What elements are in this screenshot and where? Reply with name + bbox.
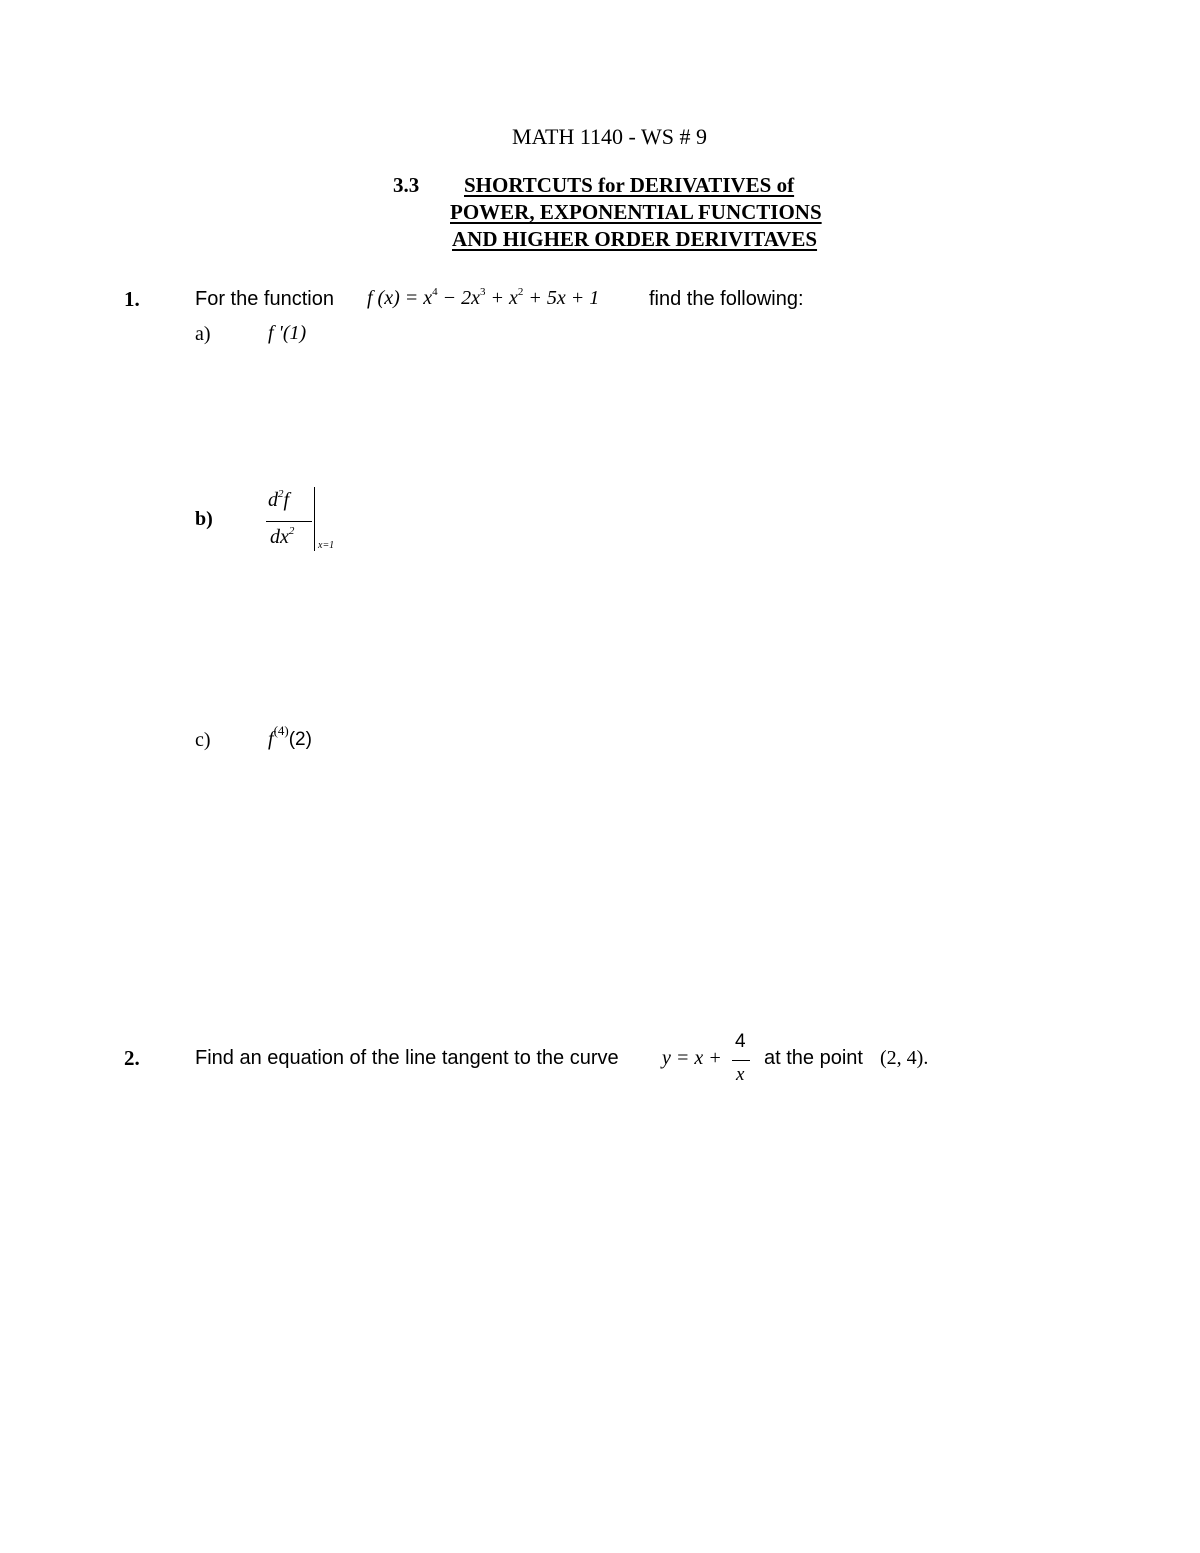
term-x2: + x: [485, 287, 518, 309]
equation-lhs: y = x +: [662, 1047, 722, 1069]
function-lhs: f (x) =: [367, 287, 424, 309]
part-a-label: a): [195, 323, 211, 345]
exp-2: 2: [517, 286, 524, 298]
part-c-label: c): [195, 729, 211, 751]
term-5x-plus-1: + 5x + 1: [523, 287, 600, 309]
fraction-denominator: $dx^2$: [270, 525, 295, 548]
part-a-expression: f '(1): [268, 322, 307, 344]
part-b-label: b): [195, 508, 213, 530]
evaluation-point: x=1: [318, 540, 335, 551]
fraction-denominator-x: x: [736, 1064, 745, 1085]
section-number: 3.3: [393, 173, 420, 197]
term-2x: − 2x: [437, 287, 481, 309]
fraction-numerator-4: 4: [735, 1031, 746, 1052]
question-2-number: 2.: [124, 1046, 140, 1070]
part-c-expression: $f^{(4)}(2)$: [268, 723, 312, 750]
term-x: x: [423, 287, 433, 309]
question-2-point: (2, 4).: [880, 1047, 929, 1069]
fraction-bar-2: [732, 1060, 750, 1061]
section-title-line-1: SHORTCUTS for DERIVATIVES of: [464, 173, 795, 197]
question-2-prompt: Find an equation of the line tangent to the curve: [195, 1047, 619, 1069]
fraction-bar: [266, 521, 312, 522]
section-title-line-2: POWER, EXPONENTIAL FUNCTIONS: [450, 200, 822, 224]
question-1-suffix: find the following:: [649, 288, 804, 310]
section-title-line-3: AND HIGHER ORDER DERIVITAVES: [452, 227, 818, 251]
question-1-prompt: For the function: [195, 288, 334, 310]
question-2-suffix: at the point: [764, 1047, 863, 1069]
evaluation-bar: [314, 487, 315, 551]
question-1-function: [367, 287, 599, 310]
worksheet-title: MATH 1140 - WS # 9: [512, 124, 707, 149]
exp-4: 4: [432, 286, 438, 298]
fraction-numerator: $d^2f$: [268, 488, 290, 511]
exp-3: 3: [480, 286, 486, 298]
question-1-number: 1.: [124, 287, 140, 311]
